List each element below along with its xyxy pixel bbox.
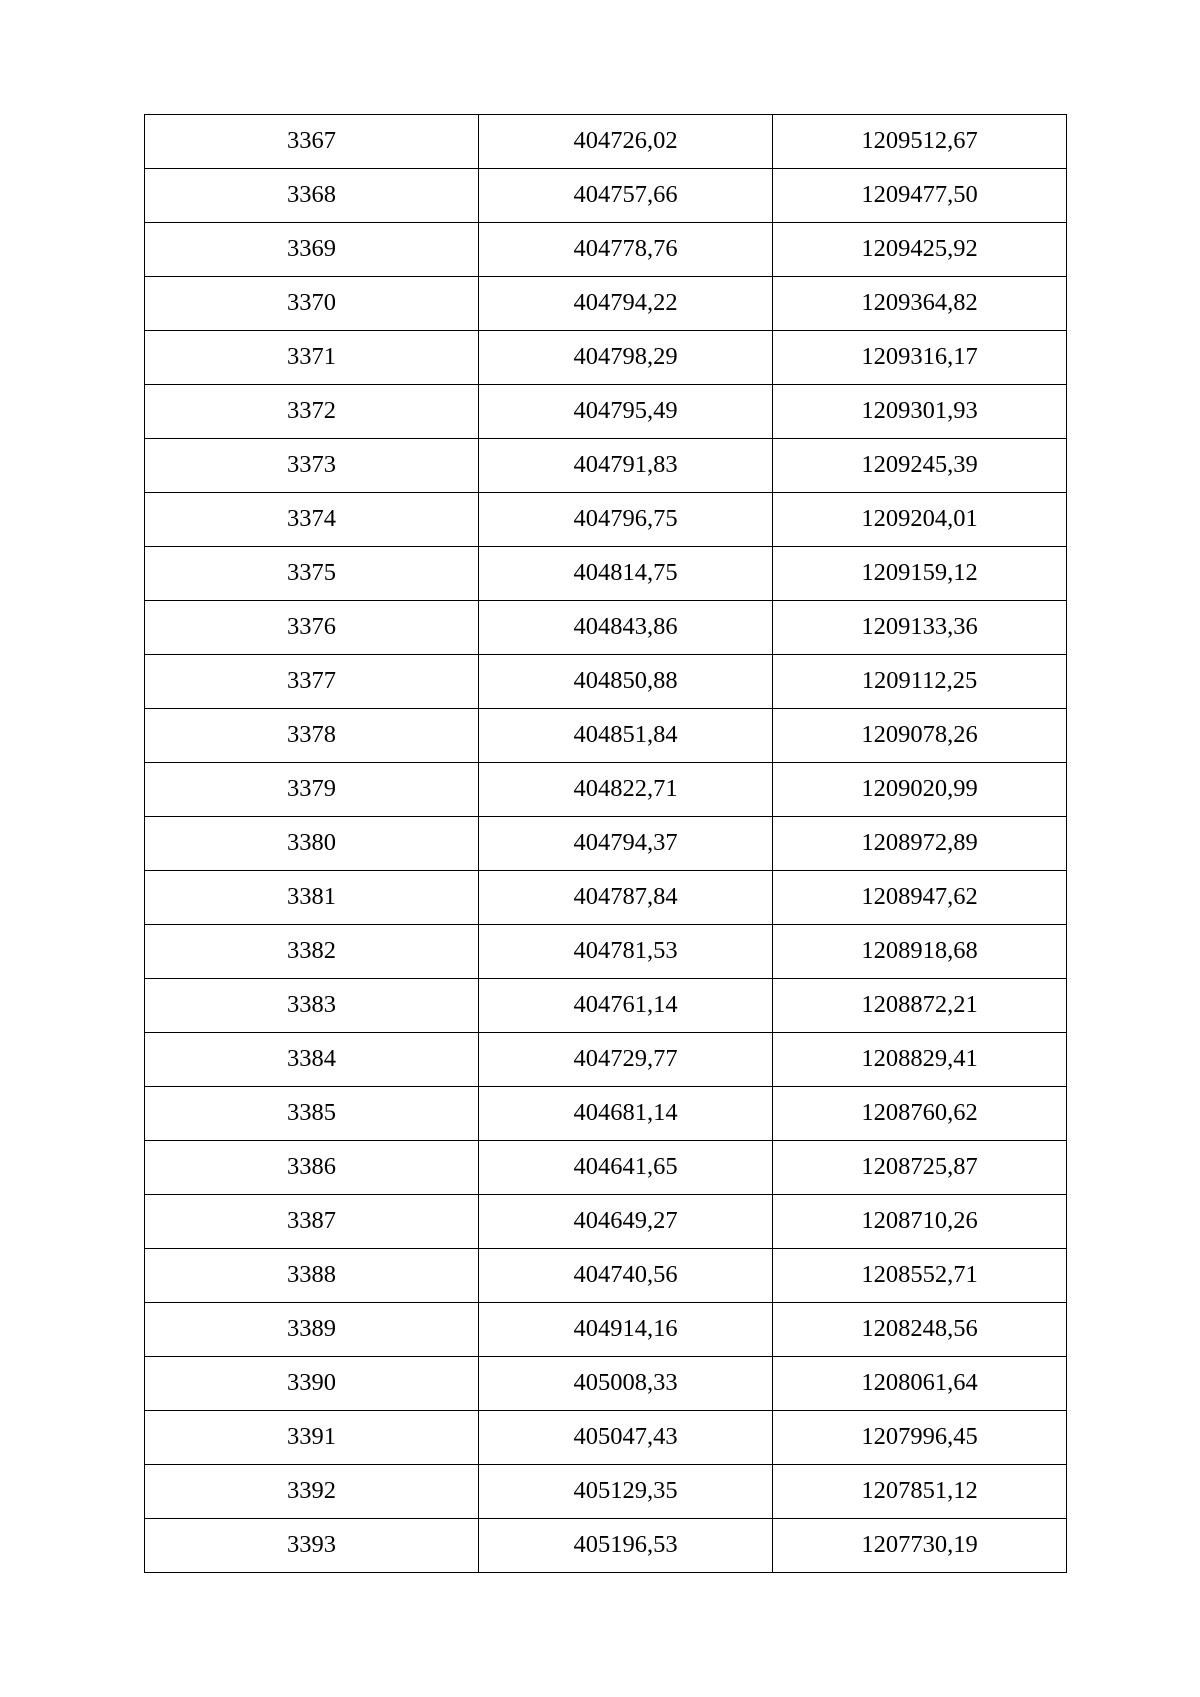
table-row bbox=[145, 547, 1067, 601]
y-coordinate-cell: 1209078,26 bbox=[773, 709, 1067, 763]
table-row bbox=[145, 709, 1067, 763]
y-coordinate-cell: 1208725,87 bbox=[773, 1141, 1067, 1195]
point-number-cell: 3393 bbox=[145, 1519, 479, 1573]
table-row bbox=[145, 1033, 1067, 1087]
table-row bbox=[145, 1357, 1067, 1411]
point-number-cell: 3367 bbox=[145, 115, 479, 169]
x-coordinate-cell: 404843,86 bbox=[479, 601, 773, 655]
x-coordinate-cell: 405008,33 bbox=[479, 1357, 773, 1411]
x-coordinate-cell: 404822,71 bbox=[479, 763, 773, 817]
y-coordinate-cell: 1209133,36 bbox=[773, 601, 1067, 655]
table-row bbox=[145, 439, 1067, 493]
y-coordinate-cell: 1209316,17 bbox=[773, 331, 1067, 385]
y-coordinate-cell: 1209364,82 bbox=[773, 277, 1067, 331]
table-row bbox=[145, 115, 1067, 169]
table-row bbox=[145, 763, 1067, 817]
point-number-cell: 3389 bbox=[145, 1303, 479, 1357]
point-number-cell: 3379 bbox=[145, 763, 479, 817]
table-row bbox=[145, 1141, 1067, 1195]
y-coordinate-cell: 1208710,26 bbox=[773, 1195, 1067, 1249]
point-number-cell: 3387 bbox=[145, 1195, 479, 1249]
x-coordinate-cell: 404914,16 bbox=[479, 1303, 773, 1357]
y-coordinate-cell: 1209204,01 bbox=[773, 493, 1067, 547]
point-number-cell: 3373 bbox=[145, 439, 479, 493]
y-coordinate-cell: 1208760,62 bbox=[773, 1087, 1067, 1141]
y-coordinate-cell: 1208061,64 bbox=[773, 1357, 1067, 1411]
y-coordinate-cell: 1208829,41 bbox=[773, 1033, 1067, 1087]
table-row bbox=[145, 493, 1067, 547]
x-coordinate-cell: 404794,22 bbox=[479, 277, 773, 331]
x-coordinate-cell: 404791,83 bbox=[479, 439, 773, 493]
y-coordinate-cell: 1208972,89 bbox=[773, 817, 1067, 871]
table-row bbox=[145, 1411, 1067, 1465]
y-coordinate-cell: 1209159,12 bbox=[773, 547, 1067, 601]
point-number-cell: 3391 bbox=[145, 1411, 479, 1465]
table-row bbox=[145, 277, 1067, 331]
x-coordinate-cell: 404729,77 bbox=[479, 1033, 773, 1087]
y-coordinate-cell: 1208248,56 bbox=[773, 1303, 1067, 1357]
table-row bbox=[145, 223, 1067, 277]
coordinates-table bbox=[144, 114, 1067, 1573]
point-number-cell: 3388 bbox=[145, 1249, 479, 1303]
point-number-cell: 3368 bbox=[145, 169, 479, 223]
point-number-cell: 3381 bbox=[145, 871, 479, 925]
y-coordinate-cell: 1208872,21 bbox=[773, 979, 1067, 1033]
y-coordinate-cell: 1209301,93 bbox=[773, 385, 1067, 439]
x-coordinate-cell: 404681,14 bbox=[479, 1087, 773, 1141]
point-number-cell: 3383 bbox=[145, 979, 479, 1033]
table-row bbox=[145, 385, 1067, 439]
point-number-cell: 3386 bbox=[145, 1141, 479, 1195]
table-row bbox=[145, 925, 1067, 979]
x-coordinate-cell: 405129,35 bbox=[479, 1465, 773, 1519]
y-coordinate-cell: 1209112,25 bbox=[773, 655, 1067, 709]
point-number-cell: 3378 bbox=[145, 709, 479, 763]
point-number-cell: 3380 bbox=[145, 817, 479, 871]
x-coordinate-cell: 404795,49 bbox=[479, 385, 773, 439]
table-row bbox=[145, 1087, 1067, 1141]
point-number-cell: 3372 bbox=[145, 385, 479, 439]
x-coordinate-cell: 404798,29 bbox=[479, 331, 773, 385]
y-coordinate-cell: 1207996,45 bbox=[773, 1411, 1067, 1465]
table-row bbox=[145, 1303, 1067, 1357]
x-coordinate-cell: 404761,14 bbox=[479, 979, 773, 1033]
table-row bbox=[145, 1249, 1067, 1303]
table-row bbox=[145, 1465, 1067, 1519]
point-number-cell: 3371 bbox=[145, 331, 479, 385]
point-number-cell: 3390 bbox=[145, 1357, 479, 1411]
table-row bbox=[145, 655, 1067, 709]
y-coordinate-cell: 1209512,67 bbox=[773, 115, 1067, 169]
y-coordinate-cell: 1207851,12 bbox=[773, 1465, 1067, 1519]
point-number-cell: 3392 bbox=[145, 1465, 479, 1519]
x-coordinate-cell: 404740,56 bbox=[479, 1249, 773, 1303]
table-row bbox=[145, 979, 1067, 1033]
table-row bbox=[145, 1195, 1067, 1249]
x-coordinate-cell: 404757,66 bbox=[479, 169, 773, 223]
x-coordinate-cell: 404787,84 bbox=[479, 871, 773, 925]
x-coordinate-cell: 404778,76 bbox=[479, 223, 773, 277]
coordinates-table-body bbox=[145, 115, 1067, 1573]
x-coordinate-cell: 404851,84 bbox=[479, 709, 773, 763]
y-coordinate-cell: 1209020,99 bbox=[773, 763, 1067, 817]
x-coordinate-cell: 405047,43 bbox=[479, 1411, 773, 1465]
y-coordinate-cell: 1208947,62 bbox=[773, 871, 1067, 925]
point-number-cell: 3376 bbox=[145, 601, 479, 655]
table-row bbox=[145, 817, 1067, 871]
y-coordinate-cell: 1209245,39 bbox=[773, 439, 1067, 493]
y-coordinate-cell: 1209425,92 bbox=[773, 223, 1067, 277]
x-coordinate-cell: 404641,65 bbox=[479, 1141, 773, 1195]
point-number-cell: 3370 bbox=[145, 277, 479, 331]
table-row bbox=[145, 871, 1067, 925]
table-row bbox=[145, 601, 1067, 655]
x-coordinate-cell: 404850,88 bbox=[479, 655, 773, 709]
y-coordinate-cell: 1209477,50 bbox=[773, 169, 1067, 223]
x-coordinate-cell: 404794,37 bbox=[479, 817, 773, 871]
point-number-cell: 3369 bbox=[145, 223, 479, 277]
x-coordinate-cell: 404814,75 bbox=[479, 547, 773, 601]
point-number-cell: 3375 bbox=[145, 547, 479, 601]
table-row bbox=[145, 1519, 1067, 1573]
table-row bbox=[145, 169, 1067, 223]
point-number-cell: 3384 bbox=[145, 1033, 479, 1087]
point-number-cell: 3385 bbox=[145, 1087, 479, 1141]
point-number-cell: 3382 bbox=[145, 925, 479, 979]
y-coordinate-cell: 1208918,68 bbox=[773, 925, 1067, 979]
x-coordinate-cell: 404781,53 bbox=[479, 925, 773, 979]
point-number-cell: 3374 bbox=[145, 493, 479, 547]
x-coordinate-cell: 405196,53 bbox=[479, 1519, 773, 1573]
y-coordinate-cell: 1208552,71 bbox=[773, 1249, 1067, 1303]
x-coordinate-cell: 404726,02 bbox=[479, 115, 773, 169]
point-number-cell: 3377 bbox=[145, 655, 479, 709]
x-coordinate-cell: 404649,27 bbox=[479, 1195, 773, 1249]
y-coordinate-cell: 1207730,19 bbox=[773, 1519, 1067, 1573]
table-row bbox=[145, 331, 1067, 385]
x-coordinate-cell: 404796,75 bbox=[479, 493, 773, 547]
